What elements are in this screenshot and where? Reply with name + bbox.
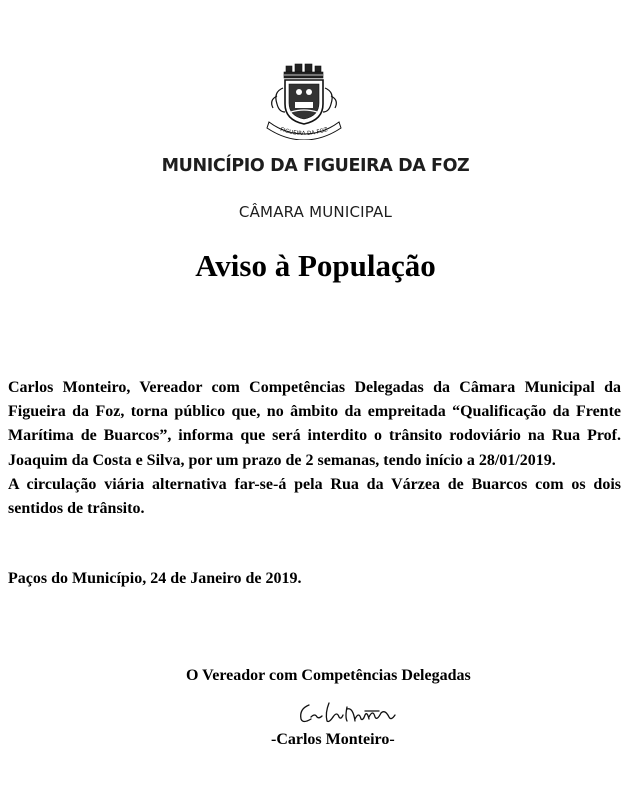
shield-icon xyxy=(285,80,323,124)
signatory-name: -Carlos Monteiro- xyxy=(271,731,395,748)
page-title: Aviso à População xyxy=(195,248,436,283)
notice-paragraph-2: A circulação viária alternativa far-se-á pela Rua da Várzea de Buarcos com os dois sentidos de trânsito. xyxy=(8,475,621,518)
mural-crown-icon xyxy=(284,64,323,78)
signatory-role: O Vereador com Competências Delegadas xyxy=(186,667,471,684)
crest-motto: FIGUEIRA DA FOZ xyxy=(279,127,329,138)
handwritten-signature xyxy=(295,697,405,727)
date-line: Paços do Município, 24 de Janeiro de 2019. xyxy=(8,570,302,587)
notice-body xyxy=(8,376,621,521)
notice-paragraph-1: Carlos Monteiro, Vereador com Competências Delegadas da Câmara Municipal da Figueira da Foz, torna público que, no âmbito da empreitada “Qualificação da Frente Marítima de Buarcos”, informa que será interdito o trânsito rodoviário na Rua Prof. Joaquim da Costa e Silva, por um prazo de 2 semanas, tendo início a 28/01/2019. xyxy=(8,379,621,469)
chamber-name: CÂMARA MUNICIPAL xyxy=(238,203,393,221)
municipality-name: MUNICÍPIO DA FIGUEIRA DA FOZ xyxy=(161,156,470,176)
municipal-crest-logo xyxy=(255,62,351,140)
